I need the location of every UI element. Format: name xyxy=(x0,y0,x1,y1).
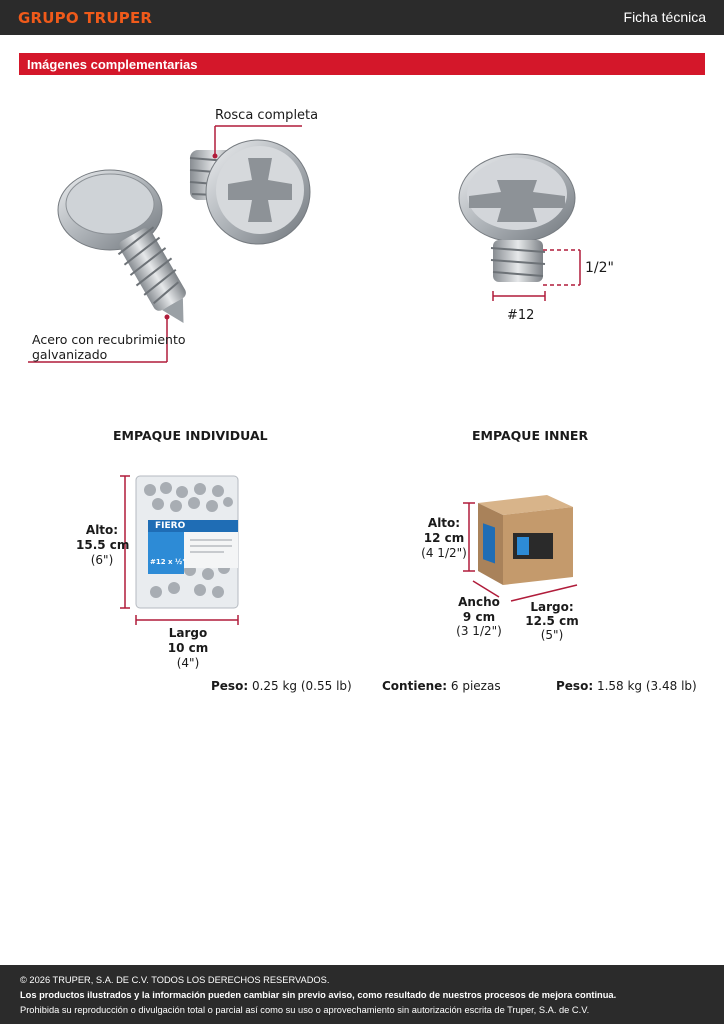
screw-length-label: 1/2" xyxy=(585,260,614,276)
inner-height-imperial: (4 1/2") xyxy=(421,546,467,560)
material-callout-line1: Acero con recubrimiento xyxy=(32,332,186,347)
screw-illustration-left xyxy=(20,100,320,370)
inner-contains xyxy=(382,679,501,693)
footer-legal: Prohibida su reproducción o divulgación total o parcial así como su uso o aprovechamiento sin autorización escrita de Truper, S.A. de C.V. xyxy=(20,1005,590,1015)
inner-weight-label: Peso: xyxy=(556,679,594,693)
individual-height-title: Alto: xyxy=(85,523,119,537)
inner-weight-value: 1.58 kg (3.48 lb) xyxy=(596,679,697,693)
individual-length-metric: 10 cm xyxy=(167,641,209,655)
section-title: Imágenes complementarias xyxy=(27,57,198,72)
individual-height-imperial: (6") xyxy=(90,553,114,567)
footer-notice: Los productos ilustrados y la información pueden cambiar sin previo aviso, como resultado de nuestros procesos de mejora continua. xyxy=(20,990,617,1000)
inner-height-metric: 12 cm xyxy=(423,531,465,545)
thread-callout-label: Rosca completa xyxy=(215,108,319,123)
inner-height-title: Alto: xyxy=(427,516,461,530)
screw-gauge-label: #12 xyxy=(507,308,535,323)
inner-length-metric: 12.5 cm xyxy=(525,614,579,628)
inner-pack-title: EMPAQUE INNER xyxy=(472,428,589,443)
top-bar xyxy=(0,0,724,35)
inner-width-imperial: (3 1/2") xyxy=(456,624,502,638)
footer-copyright: © 2026 TRUPER, S.A. DE C.V. TODOS LOS DERECHOS RESERVADOS. xyxy=(20,975,330,985)
inner-length-title: Largo: xyxy=(530,600,574,614)
individual-pack-title: EMPAQUE INDIVIDUAL xyxy=(113,428,268,443)
material-callout-line2: galvanizado xyxy=(32,347,108,362)
individual-weight-label: Peso: xyxy=(211,679,249,693)
section-header xyxy=(19,53,705,75)
individual-length-title: Largo xyxy=(168,626,208,640)
individual-length-imperial: (4") xyxy=(176,656,200,670)
inner-weight xyxy=(556,679,697,693)
individual-weight-value: 0.25 kg (0.55 lb) xyxy=(251,679,352,693)
screw-dimension-illustration xyxy=(455,150,615,310)
inner-length-imperial: (5") xyxy=(540,628,564,642)
individual-weight xyxy=(211,679,352,693)
inner-contains-value: 6 piezas xyxy=(450,679,501,693)
inner-contains-label: Contiene: xyxy=(382,679,448,693)
brand-logo: GRUPO TRUPER xyxy=(18,9,153,27)
inner-width-title: Ancho xyxy=(458,595,500,609)
bag-size-label: #12 x ½" xyxy=(150,558,186,566)
inner-width-metric: 9 cm xyxy=(462,610,496,624)
individual-height-metric: 15.5 cm xyxy=(76,538,130,552)
footer xyxy=(0,965,724,1024)
individual-pack-image xyxy=(120,470,250,630)
bag-brand-label: FIERO xyxy=(155,521,186,531)
document-type: Ficha técnica xyxy=(623,9,706,25)
